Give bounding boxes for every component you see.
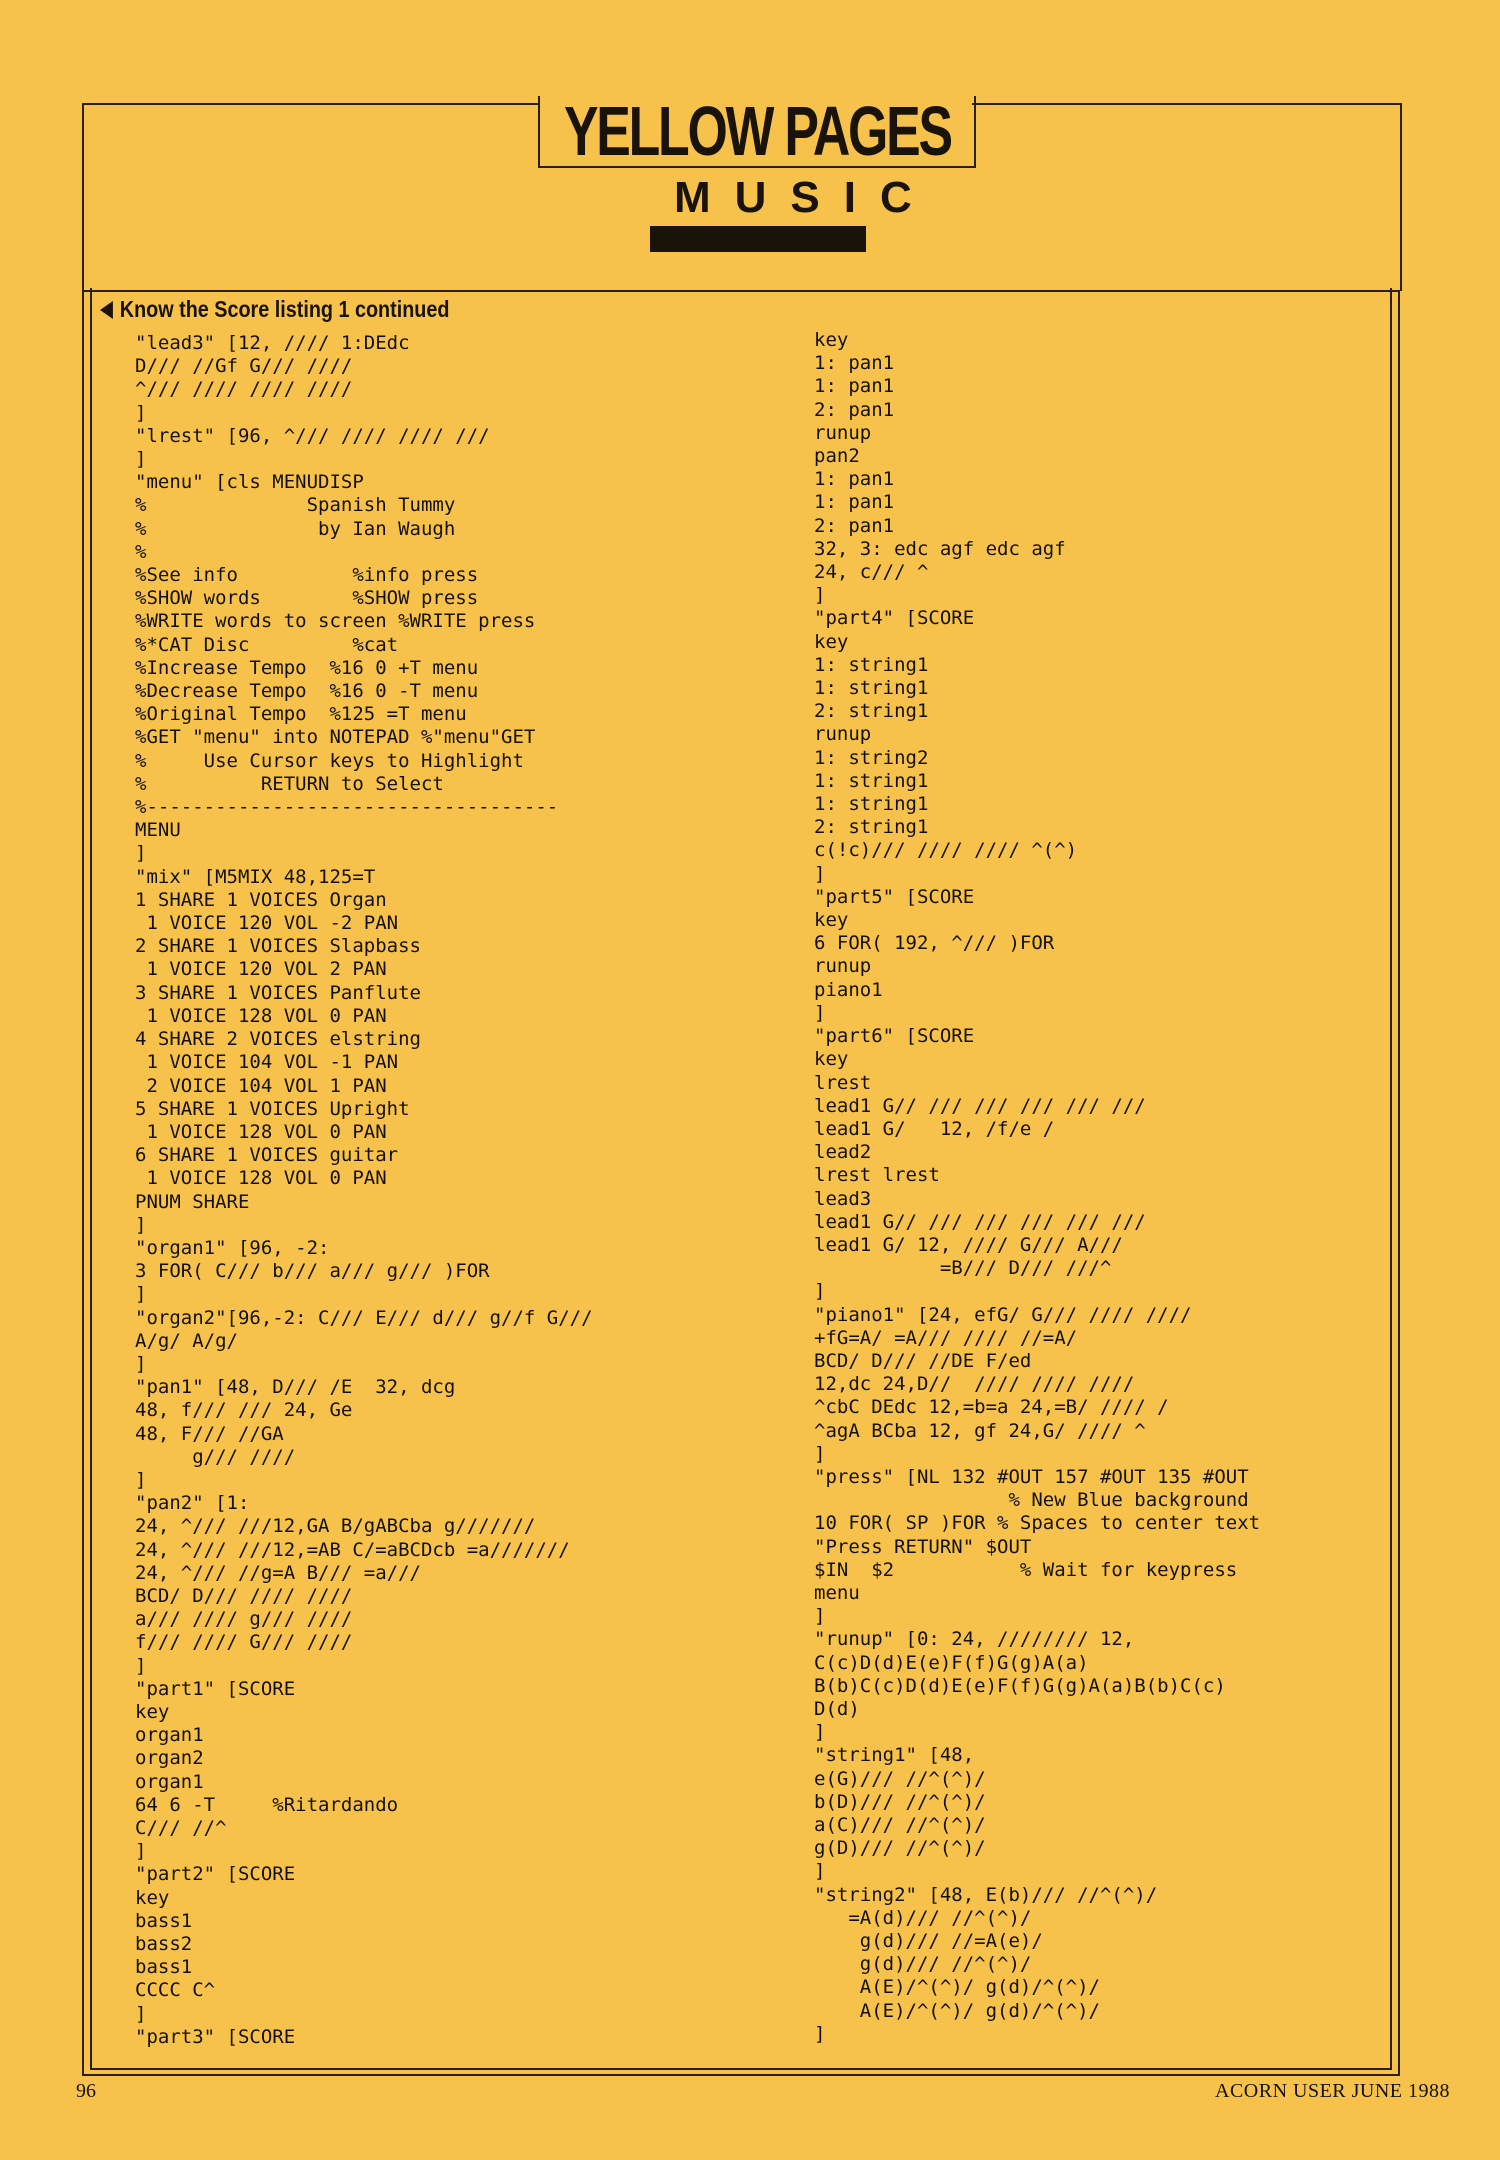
code-line: e(G)/// //^(^)/ bbox=[814, 1767, 986, 1790]
code-line: 1: pan1 bbox=[814, 375, 895, 398]
code-line: $IN $2 % Wait for keypress bbox=[814, 1558, 1238, 1581]
code-line: 64 6 -T %Ritardando bbox=[135, 1793, 399, 1816]
code-line: ] bbox=[814, 862, 826, 885]
code-line: BCD/ D/// //// //// bbox=[135, 1584, 353, 1607]
code-line: "part5" [SCORE bbox=[814, 885, 975, 908]
code-line: "Press RETURN" $OUT bbox=[814, 1535, 1032, 1558]
code-line: 1: string2 bbox=[814, 746, 929, 769]
page-number: 96 bbox=[76, 2080, 96, 2102]
code-line: ^cbC DEdc 12,=b=a 24,=B/ //// / bbox=[814, 1396, 1169, 1419]
code-line: lead1 G// /// /// /// /// /// bbox=[814, 1210, 1146, 1233]
code-line: ] bbox=[814, 1442, 826, 1465]
code-line: ] bbox=[814, 2022, 826, 2045]
code-line: "part2" [SCORE bbox=[135, 1863, 296, 1886]
code-line: 1 VOICE 128 VOL 0 PAN bbox=[135, 1004, 387, 1027]
code-line: 2: pan1 bbox=[814, 514, 895, 537]
left-arrow-icon bbox=[100, 301, 113, 319]
code-line: 6 SHARE 1 VOICES guitar bbox=[135, 1144, 399, 1167]
code-line: A(E)/^(^)/ g(d)/^(^)/ bbox=[814, 1976, 1100, 1999]
code-line: BCD/ D/// //DE F/ed bbox=[814, 1349, 1032, 1372]
code-line: bass1 bbox=[135, 1956, 193, 1979]
code-line: D(d) bbox=[814, 1697, 860, 1720]
code-line: %Original Tempo %125 =T menu bbox=[135, 703, 467, 726]
code-line: organ1 bbox=[135, 1724, 204, 1747]
code-line: ^/// //// //// //// bbox=[135, 378, 353, 401]
publication-footer: ACORN USER JUNE 1988 bbox=[1215, 2080, 1451, 2102]
code-line: % Use Cursor keys to Highlight bbox=[135, 749, 524, 772]
code-line: bass2 bbox=[135, 1933, 193, 1956]
code-line: "part3" [SCORE bbox=[135, 2025, 296, 2048]
code-line: 2: string1 bbox=[814, 700, 929, 723]
code-line: g(d)/// //^(^)/ bbox=[814, 1953, 1032, 1976]
code-line: 1: pan1 bbox=[814, 352, 895, 375]
code-line: 2 VOICE 104 VOL 1 PAN bbox=[135, 1074, 387, 1097]
header-rule-right bbox=[972, 103, 1402, 105]
code-line: c(!c)/// //// //// ^(^) bbox=[814, 839, 1078, 862]
code-line: ] bbox=[135, 1283, 147, 1306]
code-line: a/// //// g/// //// bbox=[135, 1608, 353, 1631]
code-line: ] bbox=[814, 584, 826, 607]
code-line: "part1" [SCORE bbox=[135, 1677, 296, 1700]
code-line: organ2 bbox=[135, 1747, 204, 1770]
code-line: ] bbox=[135, 1352, 147, 1375]
code-line: ^agA BCba 12, gf 24,G/ //// ^ bbox=[814, 1419, 1146, 1442]
section-bar bbox=[650, 226, 866, 252]
code-line: %*CAT Disc %cat bbox=[135, 633, 399, 656]
listing-right-column bbox=[814, 329, 1260, 2046]
code-line: 1 VOICE 128 VOL 0 PAN bbox=[135, 1120, 387, 1143]
code-line: % bbox=[135, 540, 147, 563]
code-line: key bbox=[135, 1700, 170, 1723]
code-line: "runup" [0: 24, //////// 12, bbox=[814, 1628, 1135, 1651]
code-line: % New Blue background bbox=[814, 1489, 1249, 1512]
code-line: key bbox=[814, 909, 849, 932]
listing-left-column bbox=[135, 332, 593, 2049]
code-line: pan2 bbox=[814, 445, 860, 468]
code-line: key bbox=[135, 1886, 170, 1909]
code-line: 1: string1 bbox=[814, 769, 929, 792]
code-line: "press" [NL 132 #OUT 157 #OUT 135 #OUT bbox=[814, 1465, 1249, 1488]
code-line: 10 FOR( SP )FOR % Spaces to center text bbox=[814, 1512, 1261, 1535]
header-frame-right bbox=[1400, 103, 1402, 291]
code-line: 24, ^/// ///12,=AB C/=aBCDcb =a/////// bbox=[135, 1538, 570, 1561]
code-line: 1 SHARE 1 VOICES Organ bbox=[135, 888, 387, 911]
code-line: 3 SHARE 1 VOICES Panflute bbox=[135, 981, 421, 1004]
code-line: 5 SHARE 1 VOICES Upright bbox=[135, 1097, 410, 1120]
code-line: =B/// D/// ///^ bbox=[814, 1257, 1112, 1280]
code-line: lead1 G/ 12, /f/e / bbox=[814, 1117, 1055, 1140]
code-line: "piano1" [24, efG/ G/// //// //// bbox=[814, 1303, 1192, 1326]
code-line: ] bbox=[135, 448, 147, 471]
code-line: "string2" [48, E(b)/// //^(^)/ bbox=[814, 1883, 1158, 1906]
code-line: 24, c/// ^ bbox=[814, 561, 929, 584]
code-line: 12,dc 24,D// //// //// //// bbox=[814, 1373, 1135, 1396]
code-line: ] bbox=[135, 842, 147, 865]
code-line: f/// //// G/// //// bbox=[135, 1631, 353, 1654]
code-line: % Spanish Tummy bbox=[135, 494, 456, 517]
code-line: C(c)D(d)E(e)F(f)G(g)A(a) bbox=[814, 1651, 1089, 1674]
code-line: "menu" [cls MENUDISP bbox=[135, 471, 364, 494]
code-line: 1: string1 bbox=[814, 793, 929, 816]
code-line: ] bbox=[814, 1860, 826, 1883]
code-line: 1 VOICE 128 VOL 0 PAN bbox=[135, 1167, 387, 1190]
code-line: % RETURN to Select bbox=[135, 772, 444, 795]
code-line: lead3 bbox=[814, 1187, 872, 1210]
code-line: 1: string1 bbox=[814, 653, 929, 676]
code-line: 1 VOICE 104 VOL -1 PAN bbox=[135, 1051, 399, 1074]
header-frame-left bbox=[82, 103, 84, 291]
code-line: ] bbox=[814, 1001, 826, 1024]
code-line: +fG=A/ =A/// //// //=A/ bbox=[814, 1326, 1078, 1349]
title-box bbox=[538, 92, 976, 170]
code-line: "organ2"[96,-2: C/// E/// d/// g//f G/// bbox=[135, 1306, 593, 1329]
code-line: lead1 G// /// /// /// /// /// bbox=[814, 1094, 1146, 1117]
code-line: 1: pan1 bbox=[814, 468, 895, 491]
code-line: ] bbox=[814, 1721, 826, 1744]
code-line: ] bbox=[135, 2002, 147, 2025]
code-line: ] bbox=[135, 1213, 147, 1236]
code-line: %GET "menu" into NOTEPAD %"menu"GET bbox=[135, 726, 536, 749]
code-line: g(D)/// //^(^)/ bbox=[814, 1837, 986, 1860]
code-line: D/// //Gf G/// //// bbox=[135, 355, 353, 378]
code-line: lead1 G/ 12, //// G/// A/// bbox=[814, 1233, 1123, 1256]
code-line: A(E)/^(^)/ g(d)/^(^)/ bbox=[814, 1999, 1100, 2022]
code-line: MENU bbox=[135, 819, 181, 842]
code-line: %Increase Tempo %16 0 +T menu bbox=[135, 656, 479, 679]
code-line: 4 SHARE 2 VOICES elstring bbox=[135, 1028, 421, 1051]
code-line: ] bbox=[135, 401, 147, 424]
code-line: "pan2" [1: bbox=[135, 1492, 250, 1515]
code-line: ] bbox=[814, 1605, 826, 1628]
code-line: 6 FOR( 192, ^/// )FOR bbox=[814, 932, 1055, 955]
code-line: ] bbox=[135, 1840, 147, 1863]
code-line: 48, f/// /// 24, Ge bbox=[135, 1399, 353, 1422]
code-line: 1 VOICE 120 VOL -2 PAN bbox=[135, 912, 399, 935]
code-line: lrest bbox=[814, 1071, 872, 1094]
code-line: 2 SHARE 1 VOICES Slapbass bbox=[135, 935, 421, 958]
code-line: %WRITE words to screen %WRITE press bbox=[135, 610, 536, 633]
code-line: 1: pan1 bbox=[814, 491, 895, 514]
code-line: "part6" [SCORE bbox=[814, 1025, 975, 1048]
code-line: PNUM SHARE bbox=[135, 1190, 250, 1213]
code-line: A/g/ A/g/ bbox=[135, 1329, 238, 1352]
continued-heading bbox=[100, 296, 449, 323]
code-line: piano1 bbox=[814, 978, 883, 1001]
code-line: lead2 bbox=[814, 1141, 872, 1164]
code-line: g(d)/// //=A(e)/ bbox=[814, 1930, 1043, 1953]
code-line: runup bbox=[814, 955, 872, 978]
code-line: g/// //// bbox=[135, 1445, 296, 1468]
code-line: CCCC C^ bbox=[135, 1979, 216, 2002]
code-line: %SHOW words %SHOW press bbox=[135, 587, 479, 610]
code-line: "pan1" [48, D/// /E 32, dcg bbox=[135, 1376, 456, 1399]
code-line: 2: string1 bbox=[814, 816, 929, 839]
code-line: 32, 3: edc agf edc agf bbox=[814, 537, 1066, 560]
code-line: 1: string1 bbox=[814, 677, 929, 700]
code-line: % by Ian Waugh bbox=[135, 517, 456, 540]
code-line: "string1" [48, bbox=[814, 1744, 975, 1767]
code-line: 1 VOICE 120 VOL 2 PAN bbox=[135, 958, 387, 981]
code-line: a(C)/// //^(^)/ bbox=[814, 1814, 986, 1836]
code-line: ] bbox=[135, 1654, 147, 1677]
code-line: %Decrease Tempo %16 0 -T menu bbox=[135, 680, 479, 703]
header-rule-left bbox=[82, 103, 538, 105]
code-line: "part4" [SCORE bbox=[814, 607, 975, 630]
code-line: key bbox=[814, 630, 849, 653]
section-title: MUSIC bbox=[674, 173, 936, 222]
page-title: YELLOW PAGES bbox=[563, 92, 951, 170]
code-line: b(D)/// //^(^)/ bbox=[814, 1790, 986, 1813]
code-line: 24, ^/// ///12,GA B/gABCba g/////// bbox=[135, 1515, 536, 1538]
code-line: key bbox=[814, 329, 849, 351]
code-line: "organ1" [96, -2: bbox=[135, 1236, 330, 1259]
code-line: runup bbox=[814, 723, 872, 746]
code-line: 2: pan1 bbox=[814, 398, 895, 421]
code-line: %------------------------------------ bbox=[135, 796, 559, 819]
code-line: lrest lrest bbox=[814, 1164, 940, 1187]
code-line: 24, ^/// //g=A B/// =a/// bbox=[135, 1561, 421, 1584]
code-line: organ1 bbox=[135, 1770, 204, 1793]
code-line: bass1 bbox=[135, 1909, 193, 1932]
code-line: "mix" [M5MIX 48,125=T bbox=[135, 865, 376, 888]
code-line: 48, F/// //GA bbox=[135, 1422, 284, 1445]
code-line: 3 FOR( C/// b/// a/// g/// )FOR bbox=[135, 1260, 490, 1283]
code-line: =A(d)/// //^(^)/ bbox=[814, 1906, 1032, 1929]
code-line: "lead3" [12, //// 1:DEdc bbox=[135, 332, 410, 354]
code-line: C/// //^ bbox=[135, 1817, 227, 1839]
code-line: B(b)C(c)D(d)E(e)F(f)G(g)A(a)B(b)C(c) bbox=[814, 1674, 1226, 1697]
code-line: "lrest" [96, ^/// //// //// /// bbox=[135, 424, 490, 447]
code-line: runup bbox=[814, 421, 872, 444]
code-line: ] bbox=[135, 1468, 147, 1491]
code-line: key bbox=[814, 1048, 849, 1071]
continued-label: Know the Score listing 1 continued bbox=[119, 296, 450, 322]
code-line: ] bbox=[814, 1280, 826, 1303]
code-line: %See info %info press bbox=[135, 564, 479, 587]
code-line: menu bbox=[814, 1581, 860, 1604]
